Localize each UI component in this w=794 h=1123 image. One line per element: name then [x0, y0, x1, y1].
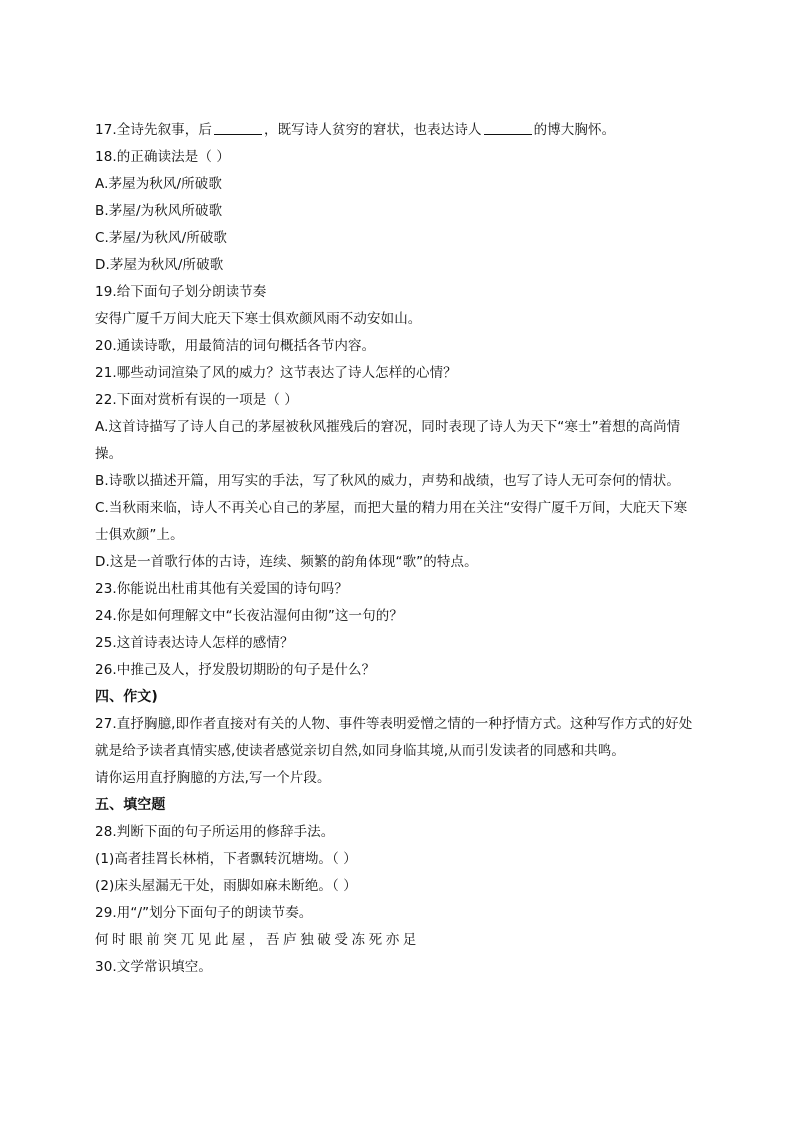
question-28-item: (2)床头屋漏无干处，雨脚如麻未断绝。（ ） — [95, 878, 357, 894]
section-heading: 四、作文) — [95, 689, 158, 705]
question-20: 20.通读诗歌，用最简洁的词句概括各节内容。 — [95, 338, 376, 354]
option-b: B.诗歌以描述开篇，用写实的手法，写了秋风的威力，声势和战绩，也写了诗人无可奈何的情状。 — [95, 473, 680, 489]
question-17: 17.全诗先叙事，后 ，既写诗人贫穷的窘状，也表达诗人 的博大胸怀。 — [95, 122, 616, 138]
option-d: D.这是一首歌行体的古诗，连续、频繁的韵角体现“歌”的特点。 — [95, 554, 478, 570]
question-27-task: 请你运用直抒胸臆的方法,写一个片段。 — [95, 770, 331, 786]
question-21: 21.哪些动词渲染了风的威力？这节表达了诗人怎样的心情？ — [95, 365, 457, 381]
option-d: D.茅屋为秋风/所破歌 — [95, 257, 224, 273]
question-27-text: 27.直抒胸臆,即作者直接对有关的人物、事件等表明爱憎之情的一种抒情方式。这种写作方式的好处就是给予读者真情实感,使读者感觉亲切自然,如同身临其境,从而引发读者的同感和共鸣。 — [95, 716, 693, 759]
question-19-sentence: 安得广厦千万间大庇天下寒士俱欢颜风雨不动安如山。 — [95, 311, 422, 327]
question-22-stem: 22.下面对赏析有误的一项是（ ） — [95, 392, 298, 408]
question-29-sentence: 何时眼前突兀见此屋，吾庐独破受冻死亦足 — [95, 932, 420, 948]
answer-blank[interactable] — [214, 120, 262, 135]
question-25: 25.这首诗表达诗人怎样的感情？ — [95, 635, 294, 651]
option-a: A.这首诗描写了诗人自己的茅屋被秋风摧残后的窘况，同时表现了诗人为天下“寒士”着想的高尚情操。 — [95, 419, 681, 462]
question-26: 26.中推己及人，抒发殷切期盼的句子是什么？ — [95, 662, 376, 678]
question-19-stem: 19.给下面句子划分朗读节奏 — [95, 284, 267, 300]
question-list — [95, 117, 700, 981]
question-18-stem: 18.的正确读法是（ ） — [95, 149, 230, 165]
question-28-item: (1)高者挂罥长林梢，下者飘转沉塘坳。（ ） — [95, 851, 357, 867]
question-24: 24.你是如何理解文中“长夜沾湿何由彻”这一句的？ — [95, 608, 403, 624]
section-heading: 五、填空题 — [95, 797, 166, 813]
question-29-stem: 29.用“/”划分下面句子的朗读节奏。 — [95, 905, 313, 921]
option-b: B.茅屋/为秋风所破歌 — [95, 203, 223, 219]
question-30: 30.文学常识填空。 — [95, 959, 212, 975]
answer-blank[interactable] — [484, 120, 532, 135]
option-c: C.茅屋/为秋风/所破歌 — [95, 230, 228, 246]
question-23: 23.你能说出杜甫其他有关爱国的诗句吗？ — [95, 581, 348, 597]
question-28-stem: 28.判断下面的句子所运用的修辞手法。 — [95, 824, 335, 840]
option-c: C.当秋雨来临，诗人不再关心自己的茅屋，而把大量的精力用在关注“安得广厦千万间，大庇天下寒士俱欢颜”上。 — [95, 500, 688, 543]
option-a: A.茅屋为秋风/所破歌 — [95, 176, 222, 192]
